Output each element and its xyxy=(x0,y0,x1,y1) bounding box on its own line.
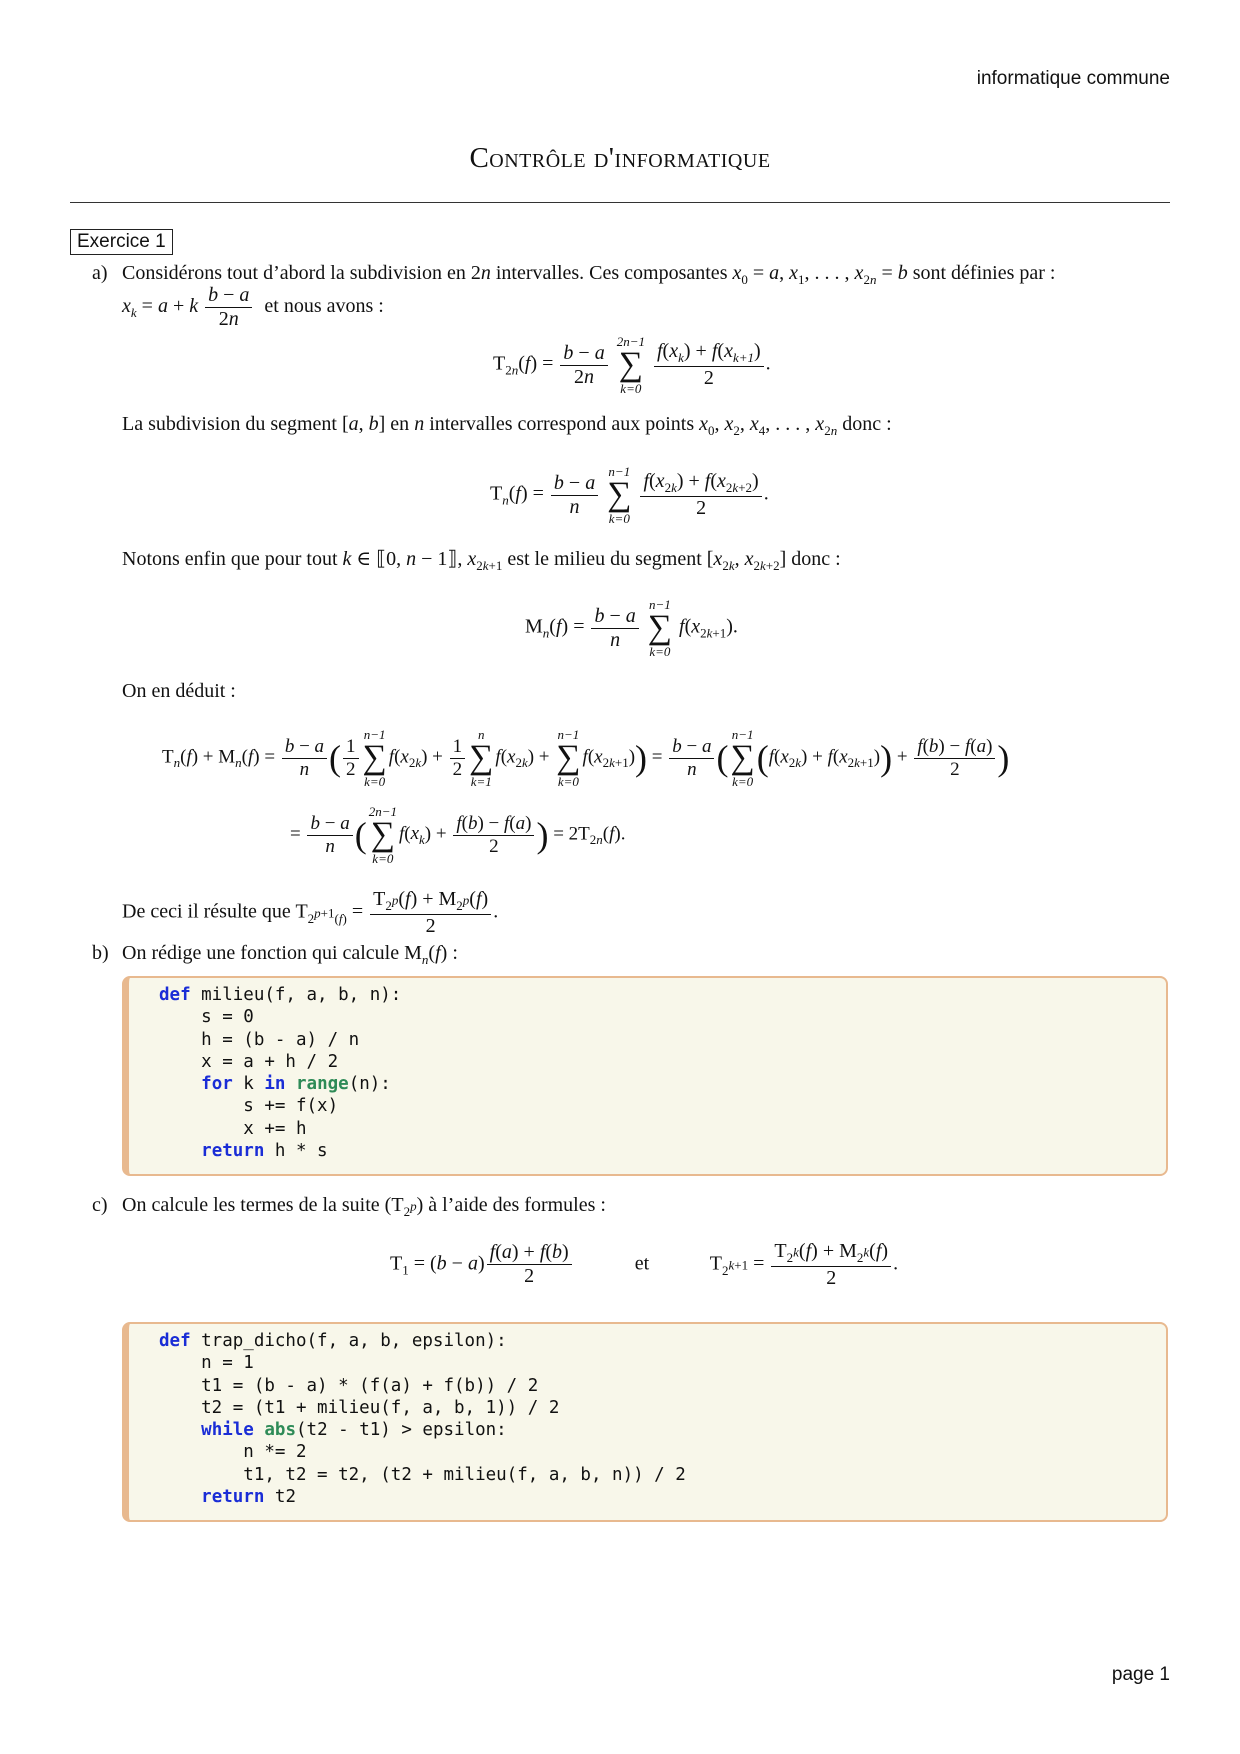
code-line: t1 = (b - a) * (f(a) + f(b)) / 2 xyxy=(159,1375,539,1396)
code-line: x = a + h / 2 xyxy=(159,1051,339,1072)
eq-sum-line1: $T_n(f) + M_n(f)$ = $\frac{b - a}{n}$ ( $\frac{1}{2}$ n−1 ∑ k=0 $f(x_{2k})$ + $\frac{1}{2}$ n ∑ k=1 $f(x_{2k})$ + n−1 ∑ k=0 $f(x_{2k+1})$) = $\frac{b - a}{n}$ ( n−1 ∑ k=0 $(f(x_{2k}) + f(x_{2k+1}))$ + $\frac{f(b) - f(a)}{2}$ ) xyxy=(162,727,1010,789)
course-header: informatique commune xyxy=(976,68,1170,89)
code-line: while abs(t2 - t1) > epsilon: xyxy=(201,1420,507,1441)
code-line: s = 0 xyxy=(159,1007,254,1028)
part-b-text: On rédige une fonction qui calcule $M_n(f)$ : xyxy=(122,942,458,967)
part-b-label: b) xyxy=(92,942,109,964)
part-a-label: a) xyxy=(92,262,108,284)
code-line: s += f(x) xyxy=(159,1096,339,1117)
page-number: page 1 xyxy=(1111,1664,1170,1685)
code-line: def milieu(f, a, b, n): xyxy=(159,985,402,1005)
eq-sum-line2: = $\frac{b - a}{n}$ ( 2n−1 ∑ k=0 $f(x_k)$ + $\frac{f(b) - f(a)}{2}$ ) = $2T_{2n}(f)$. xyxy=(290,804,626,866)
eq-T1-T2k: $T_1 = (b - a)$ $\frac{f(a) + f(b)}{2}$ et $T_{2^{k+1}}$ = $\frac{T_{2^k}(f) + M_{2^k}(f)}{2}$ . xyxy=(390,1240,899,1289)
page-title: Contrôle d'informatique xyxy=(469,142,771,174)
eq-T2n: $T_{2n}(f)$ = $\frac{b - a}{2n}$ 2n−1 ∑ k=0 $\frac{f(x_k) + f(x_{k+1})}{2}$ . xyxy=(493,334,771,396)
milieu-text: Notons enfin que pour tout k ∈ ⟦0, n − 1⟧, $x_{2k+1}$ est le milieu du segment [$x_{2k}$, $x_{2k+2}$] donc : xyxy=(122,548,841,573)
title-rule xyxy=(70,202,1170,203)
code-line: return h * s xyxy=(201,1141,328,1162)
eq-Mn: $M_n(f)$ = $\frac{b - a}{n}$ n−1 ∑ k=0 $f(x_{2k+1})$. xyxy=(525,597,738,659)
conclusion-text: De ceci il résulte que $T_{2^{p+1}(f)}$ = $\frac{T_{2^p}(f) + M_{2^p}(f)}{2}$ . xyxy=(122,888,499,937)
code-line: t1, t2 = t2, (t2 + milieu(f, a, b, n)) / 2 xyxy=(159,1464,686,1485)
code-line: for k in range(n): xyxy=(201,1074,391,1095)
code-line: n = 1 xyxy=(159,1353,254,1374)
code-line: t2 = (t1 + milieu(f, a, b, 1)) / 2 xyxy=(159,1397,560,1418)
eq-Tn: $T_n(f)$ = $\frac{b - a}{n}$ n−1 ∑ k=0 $\frac{f(x_{2k}) + f(x_{2k+2})}{2}$ . xyxy=(490,464,769,526)
xk-definition: $x_k = a + k$ $\frac{b - a}{2n}$ et nous avons : xyxy=(122,284,384,330)
code-line: def trap_dicho(f, a, b, epsilon): xyxy=(159,1331,507,1351)
deduction-text: On en déduit : xyxy=(122,680,236,702)
subdivision-text: La subdivision du segment [a, b] en n intervalles correspond aux points $x_0$, $x_2$, $x_4$, . . . , $x_{2n}$ donc : xyxy=(122,413,892,438)
part-a-intro: Considérons tout d’abord la subdivision en 2n intervalles. Ces composantes $x_0 = a$, $x_1$, . . . , $x_{2n} = b$ sont définies par : xyxy=(122,262,1056,287)
code-line: n *= 2 xyxy=(159,1442,307,1463)
part-c-label: c) xyxy=(92,1194,108,1216)
exercise-badge: Exercice 1 xyxy=(70,229,173,255)
code-block-trap-dicho xyxy=(122,1322,1168,1522)
code-line: h = (b - a) / n xyxy=(159,1029,360,1050)
code-line: return t2 xyxy=(201,1487,296,1508)
code-block-milieu xyxy=(122,976,1168,1176)
code-line: x += h xyxy=(159,1118,307,1139)
part-c-text: On calcule les termes de la suite $(T_{2^p})$ à l’aide des formules : xyxy=(122,1194,606,1219)
